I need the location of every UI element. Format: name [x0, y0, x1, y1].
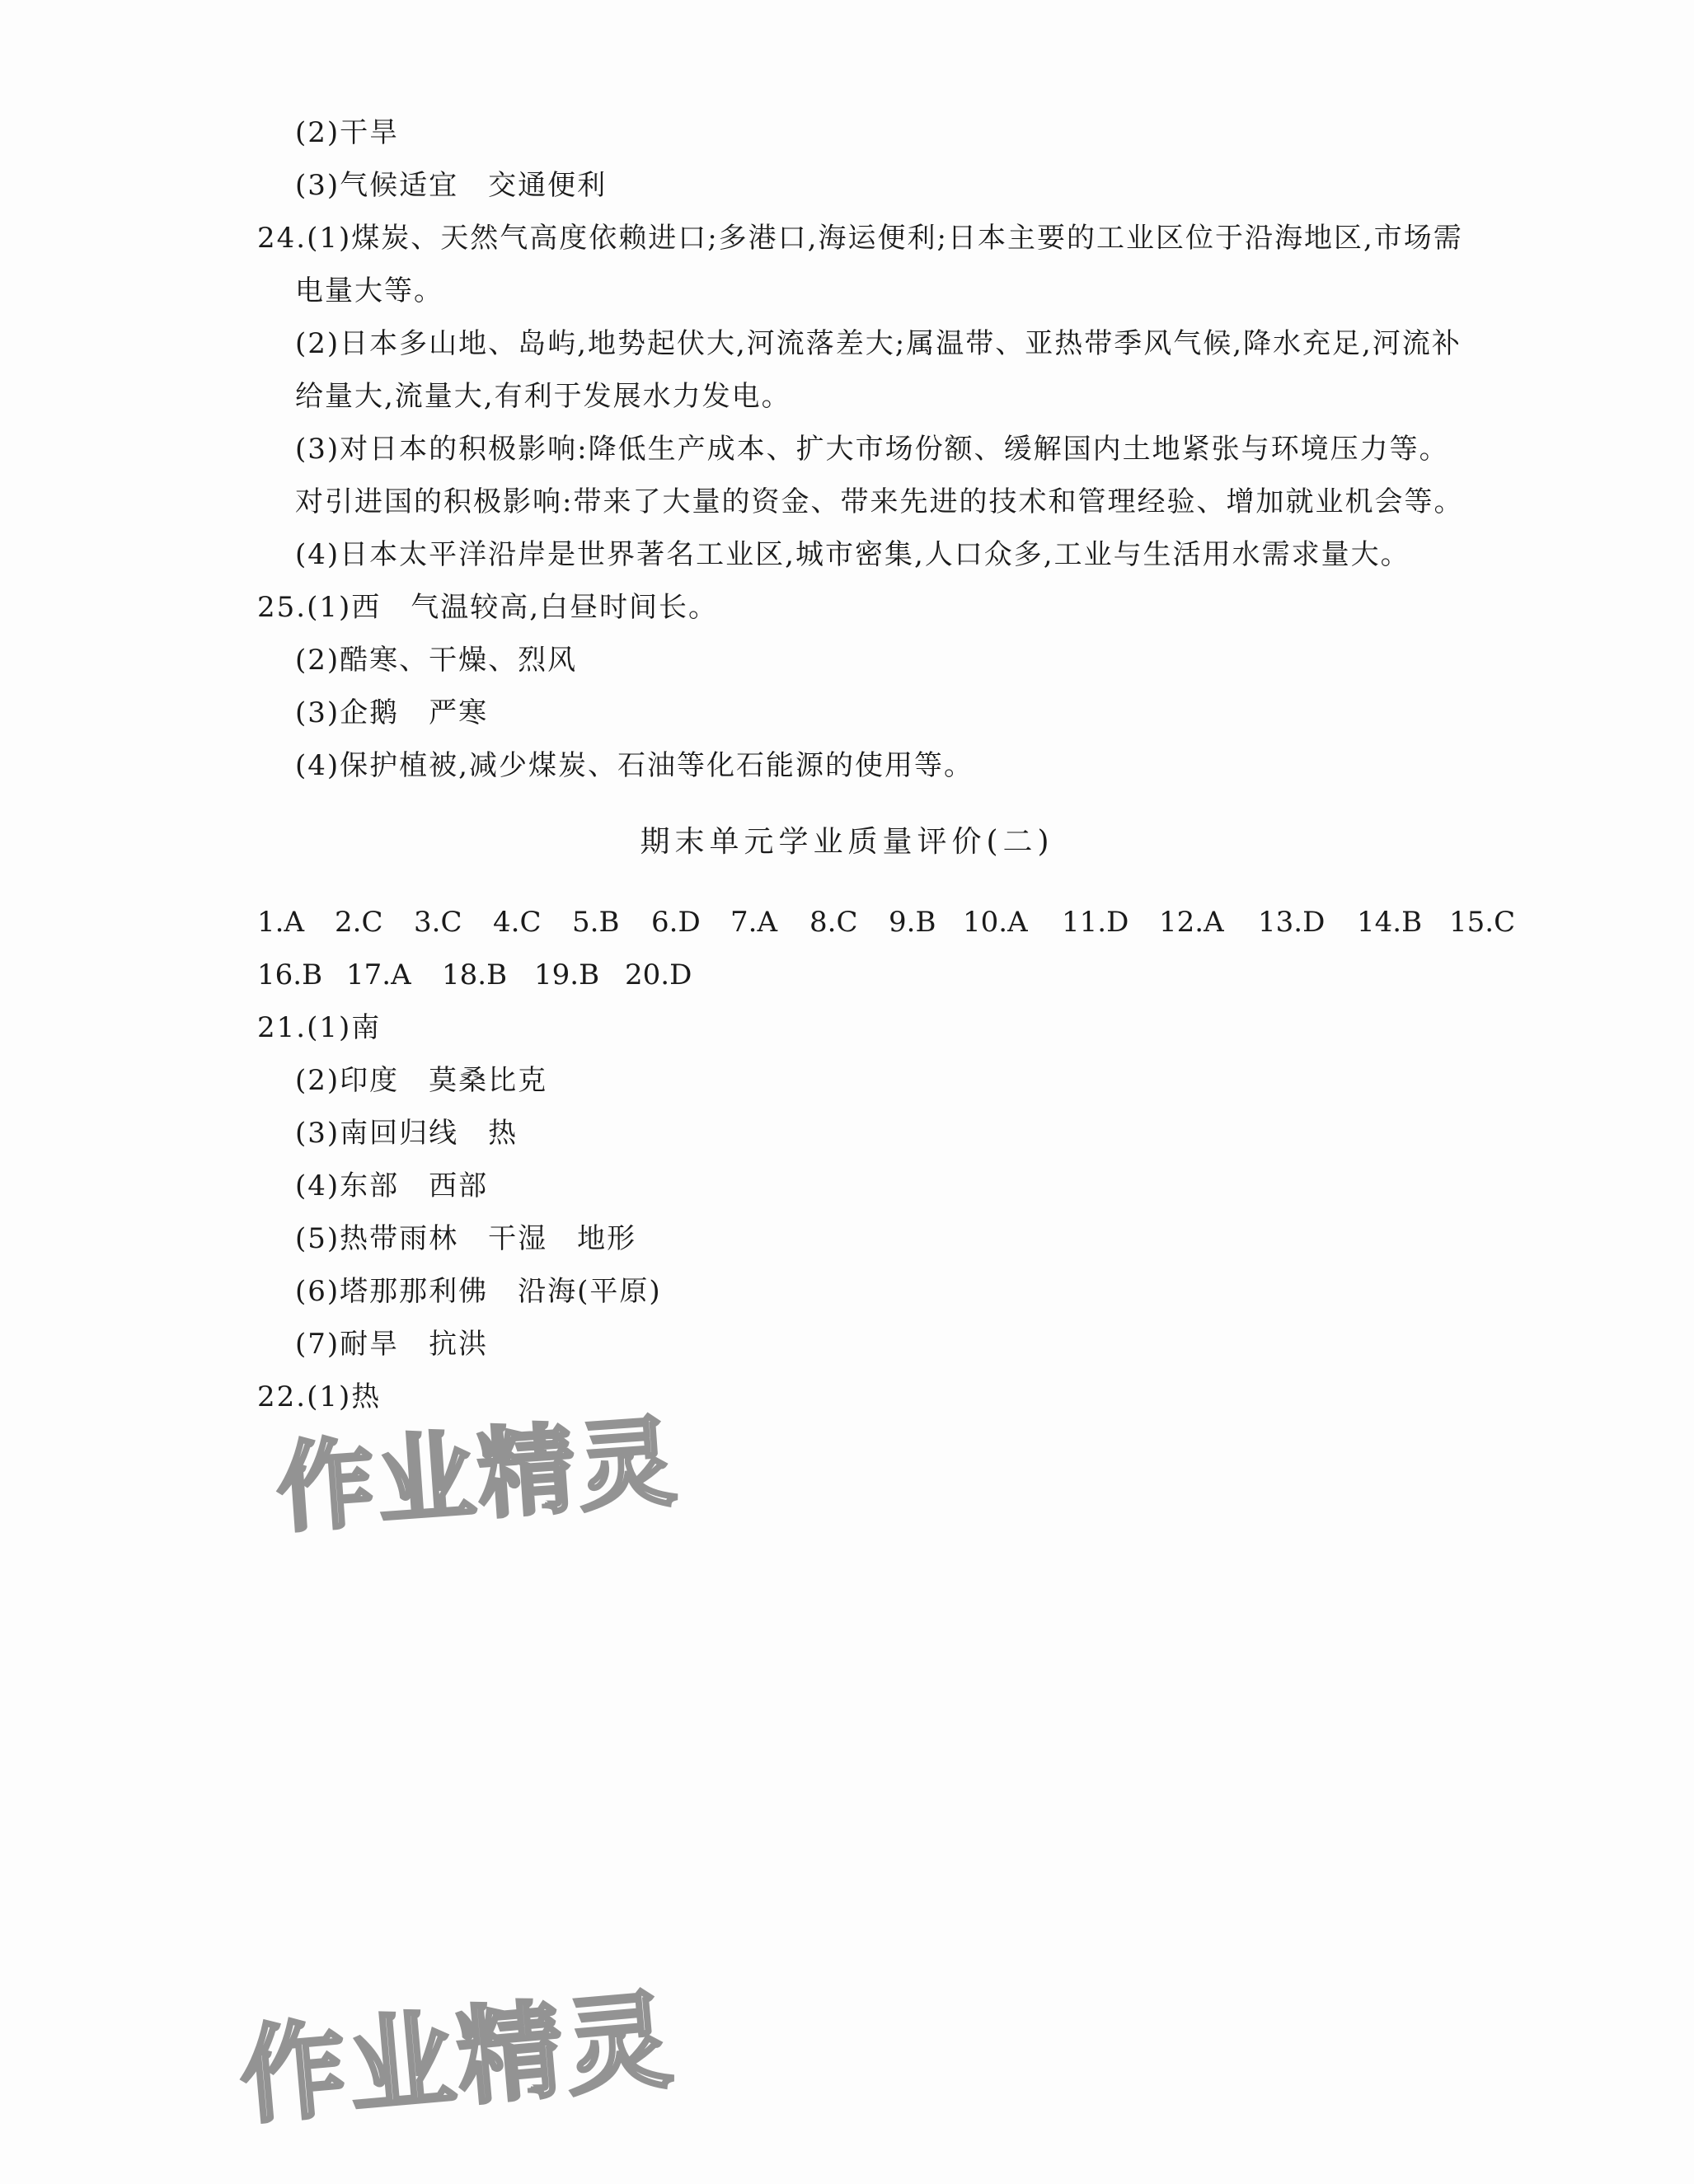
- mc-answer: 1.A: [257, 906, 304, 939]
- mc-answer: 6.D: [651, 906, 701, 939]
- answer-24-1-cont: 电量大等。: [295, 274, 443, 307]
- mc-answer: 4.C: [493, 906, 542, 939]
- answer-21-7: (7)耐旱 抗洪: [295, 1328, 489, 1361]
- answer-21-6: (6)塔那那利佛 沿海(平原): [295, 1275, 662, 1308]
- mc-answer: 11.D: [1062, 906, 1129, 939]
- mc-answer: 16.B: [257, 958, 323, 991]
- mc-answer: 14.B: [1357, 906, 1423, 939]
- mc-answer: 7.A: [730, 906, 777, 939]
- answer-24-2-cont: 给量大,流量大,有利于发展水力发电。: [295, 380, 791, 413]
- mc-answer: 17.A: [346, 958, 411, 991]
- answer-24-1: 24.(1)煤炭、天然气高度依赖进口;多港口,海运便利;日本主要的工业区位于沿海地区,市场需: [257, 222, 1463, 255]
- mc-answer: 2.C: [335, 906, 383, 939]
- answer-23-2: (2)干旱: [295, 116, 400, 149]
- mc-answer: 13.D: [1258, 906, 1326, 939]
- answer-24-3: (3)对日本的积极影响:降低生产成本、扩大市场份额、缓解国内土地紧张与环境压力等。: [295, 433, 1449, 466]
- mc-answer: 9.B: [889, 906, 936, 939]
- watermark-logo: 作业精灵: [235, 1979, 680, 2139]
- answer-25-1: 25.(1)西 气温较高,白昼时间长。: [257, 591, 719, 624]
- answer-25-4: (4)保护植被,减少煤炭、石油等化石能源的使用等。: [295, 749, 974, 782]
- answer-22-1: 22.(1)热: [257, 1380, 382, 1413]
- answer-24-4: (4)日本太平洋沿岸是世界著名工业区,城市密集,人口众多,工业与生活用水需求量大。: [295, 538, 1410, 571]
- mc-answer: 19.B: [534, 958, 600, 991]
- mc-answer: 10.A: [963, 906, 1028, 939]
- mc-answer: 18.B: [442, 958, 508, 991]
- answer-24-3-cont: 对引进国的积极影响:带来了大量的资金、带来先进的技术和管理经验、增加就业机会等。: [295, 485, 1464, 518]
- section-title: 期末单元学业质量评价(二): [640, 825, 1054, 859]
- mc-answer: 15.C: [1449, 906, 1516, 939]
- mc-row-2: [257, 956, 752, 994]
- mc-answer: 12.A: [1159, 906, 1224, 939]
- answer-21-4: (4)东部 西部: [295, 1169, 489, 1202]
- mc-answer: 20.D: [625, 958, 692, 991]
- answer-21-5: (5)热带雨林 干湿 地形: [295, 1222, 637, 1255]
- answer-23-3: (3)气候适宜 交通便利: [295, 169, 608, 202]
- answer-24-2: (2)日本多山地、岛屿,地势起伏大,河流落差大;属温带、亚热带季风气候,降水充足,河流补: [295, 327, 1462, 360]
- answer-21-3: (3)南回归线 热: [295, 1117, 519, 1150]
- answer-25-2: (2)酷寒、干燥、烈风: [295, 644, 578, 677]
- answer-21-1: 21.(1)南: [257, 1011, 382, 1044]
- mc-answer: 3.C: [414, 906, 462, 939]
- answer-21-2: (2)印度 莫桑比克: [295, 1064, 548, 1097]
- mc-answer: 5.B: [572, 906, 620, 939]
- watermark-logo: 作业精灵: [273, 1404, 683, 1546]
- answer-25-3: (3)企鹅 严寒: [295, 696, 489, 729]
- mc-row-1: [257, 903, 1543, 941]
- mc-answer: 8.C: [809, 906, 858, 939]
